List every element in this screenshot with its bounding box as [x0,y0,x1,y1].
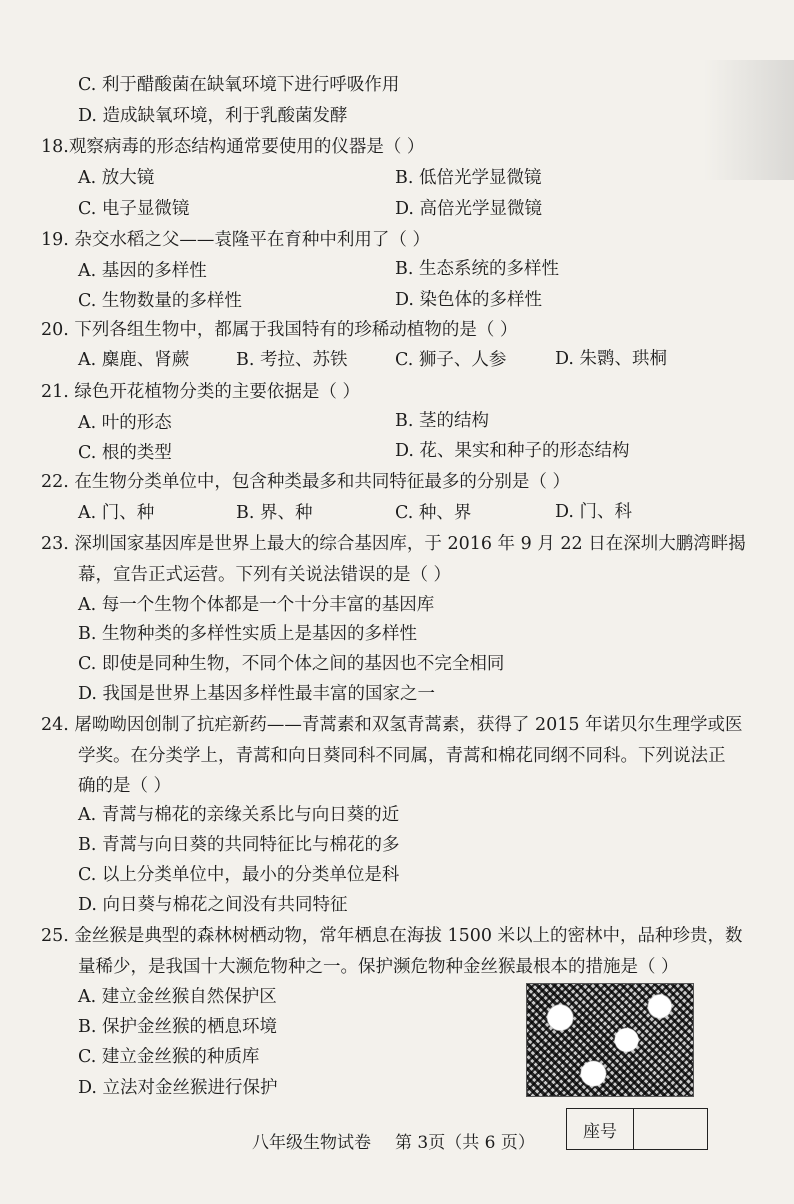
q21-stem: 21. 绿色开花植物分类的主要依据是（ ） [41,382,360,402]
q24-option-d: D. 向日葵与棉花之间没有共同特征 [78,895,348,915]
q18-option-b: B. 低倍光学显微镜 [395,168,542,188]
q19-option-d: D. 染色体的多样性 [395,290,543,310]
footer-page-number: 第 3页（共 6 页） [395,1133,535,1153]
q22-option-d: D. 门、科 [555,502,633,522]
q24-option-b: B. 青蒿与向日葵的共同特征比与棉花的多 [78,835,400,855]
q23-option-b: B. 生物种类的多样性实质上是基因的多样性 [78,624,417,644]
q23-option-a: A. 每一个生物个体都是一个十分丰富的基因库 [78,595,435,615]
q20-stem: 20. 下列各组生物中，都属于我国特有的珍稀动植物的是（ ） [41,320,518,340]
q23-stem-line1: 23. 深圳国家基因库是世界上最大的综合基因库，于 2016 年 9 月 22 日在深圳大鹏湾畔揭 [41,534,746,554]
bleed-through-shadow [704,60,794,180]
seat-number-field[interactable] [634,1109,707,1149]
q25-option-a: A. 建立金丝猴自然保护区 [78,987,277,1007]
q20-option-b: B. 考拉、苏铁 [236,350,348,370]
q24-stem-line1: 24. 屠呦呦因创制了抗疟新药——青蒿素和双氢青蒿素，获得了 2015 年诺贝尔生理学或医 [41,715,743,735]
q25-option-d: D. 立法对金丝猴进行保护 [78,1078,278,1098]
q23-option-c: C. 即使是同种生物，不同个体之间的基因也不完全相同 [78,654,505,674]
q22-stem: 22. 在生物分类单位中，包含种类最多和共同特征最多的分别是（ ） [41,472,570,492]
seat-number-label: 座号 [567,1109,634,1149]
q25-option-b: B. 保护金丝猴的栖息环境 [78,1017,277,1037]
q22-option-b: B. 界、种 [236,503,313,523]
q18-stem: 18.观察病毒的形态结构通常要使用的仪器是（ ） [41,137,425,157]
q24-stem-line2: 学奖。在分类学上，青蒿和向日葵同科不同属，青蒿和棉花同纲不同科。下列说法正 [78,746,726,766]
q20-option-d: D. 朱鹮、珙桐 [555,349,668,369]
q24-option-a: A. 青蒿与棉花的亲缘关系比与向日葵的近 [78,805,400,825]
q25-option-c: C. 建立金丝猴的种质库 [78,1047,260,1067]
q25-stem-line1: 25. 金丝猴是典型的森林树栖动物，常年栖息在海拔 1500 米以上的密林中，品种珍贵，数 [41,926,743,946]
q17-option-c: C. 利于醋酸菌在缺氧环境下进行呼吸作用 [78,75,400,95]
q25-stem-line2: 量稀少，是我国十大濒危物种之一。保护濒危物种金丝猴最根本的措施是（ ） [78,957,679,977]
q18-option-a: A. 放大镜 [78,168,155,188]
q21-option-b: B. 茎的结构 [395,411,489,431]
q21-option-c: C. 根的类型 [78,443,172,463]
q20-option-a: A. 麋鹿、肾蕨 [78,350,190,370]
q23-stem-line2: 幕，宣告正式运营。下列有关说法错误的是（ ） [78,565,452,585]
q19-option-b: B. 生态系统的多样性 [395,259,559,279]
q21-option-a: A. 叶的形态 [78,413,172,433]
q22-option-c: C. 种、界 [395,503,472,523]
q21-option-d: D. 花、果实和种子的形态结构 [395,441,630,461]
q19-option-c: C. 生物数量的多样性 [78,291,242,311]
q17-option-d: D. 造成缺氧环境，利于乳酸菌发酵 [78,106,348,126]
q18-option-c: C. 电子显微镜 [78,199,190,219]
q20-option-c: C. 狮子、人参 [395,350,507,370]
q24-option-c: C. 以上分类单位中，最小的分类单位是科 [78,865,400,885]
page-footer [252,1128,535,1153]
q23-option-d: D. 我国是世界上基因多样性最丰富的国家之一 [78,684,436,704]
q18-option-d: D. 高倍光学显微镜 [395,199,543,219]
q19-option-a: A. 基因的多样性 [78,261,207,281]
q22-option-a: A. 门、种 [78,503,155,523]
seat-number-box [566,1108,708,1150]
footer-subject: 八年级生物试卷 [252,1133,371,1153]
q19-stem: 19. 杂交水稻之父——袁隆平在育种中利用了（ ） [41,230,430,250]
qr-code-image [526,983,694,1097]
q24-stem-line3: 确的是（ ） [78,776,172,796]
